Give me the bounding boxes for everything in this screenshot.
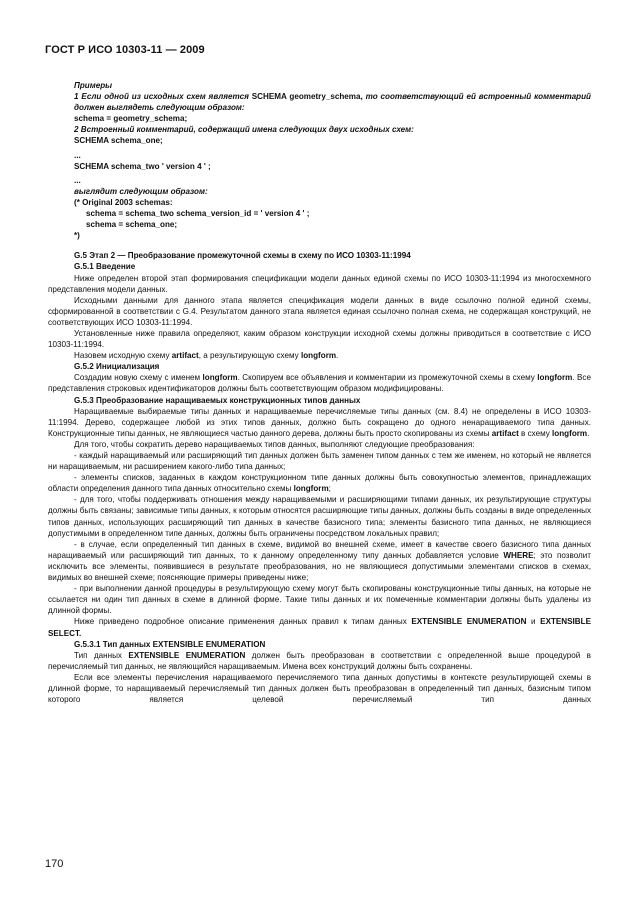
term: artifact <box>171 351 199 361</box>
term: EXTENSIBLE ENUMERATION <box>128 650 246 660</box>
text: - элементы списков, заданных в каждом конструкционном типе данных должны быть совокупностью элементов, принадлежащих области определения данного типа данных относительно схемы <box>48 473 591 494</box>
ellipsis: ... <box>74 175 81 185</box>
list-item: - каждый наращиваемый или расширяющий тип данных должен быть заменен типом данных с тем же именем, но который не является ни наращиваемым, ни расширением какого-либо типа данных; <box>48 451 591 472</box>
list-item <box>48 472 591 494</box>
section-g53-title: G.5.3 Преобразование наращиваемых конструкционных типов данных <box>74 395 361 405</box>
text: . <box>587 428 590 438</box>
term: EXTENSIBLE ENUMERATION <box>152 639 266 649</box>
section-g51-title: G.5.1 Введение <box>74 262 136 272</box>
example-2: 2 Встроенный комментарий, содержащий имена следующих двух исходных схем: <box>74 125 414 135</box>
example-1 <box>74 91 591 113</box>
text: , а результирующую схему <box>198 351 301 361</box>
example-1-code: schema = geometry_schema; <box>74 114 188 124</box>
list-item: - для того, чтобы поддерживать отношения между наращиваемыми и расширяющими типами данных, их результирующие структуры должны быть связаны; зависимые типы данных, к которым относятся расширяющие типы данных, должны быть созданы в виде определенных типов данных, использующих расширяющий тип данных в качестве базисного типа; элементы базисного типа данных, не являющиеся допустимыми в определенном типе данных, должны быть ограничены посредством локальных правил; <box>48 495 591 538</box>
term: longform <box>552 428 588 438</box>
document-body <box>48 80 591 705</box>
paragraph <box>48 406 591 439</box>
term: EXTENSIBLE ENUMERATION <box>411 617 527 627</box>
text: должен быть преобразован в соответствии с определенной выше процедурой в перечисляемый тип данных, не являющийся наращиваемым. Имена всех конструкций должны быть сохранены. <box>48 650 591 671</box>
code-comment-line: schema = schema_one; <box>86 220 178 230</box>
example-2-result: выглядит следующим образом: <box>74 186 208 196</box>
paragraph: Исходными данными для данного этапа является спецификация модели данных в виде ссылочно полной единой схемы, сформированной в соответствии с G.4. Результатом данного этапа является единая ссылочно полная схема, не содержащая конструкций, не соответствующих ИСО 10303-11:1994. <box>48 295 591 327</box>
section-g52-title: G.5.2 Инициализация <box>74 362 160 372</box>
text: . Скопируем все объявления и комментарии из промежуточной схемы в схему <box>237 373 538 383</box>
code-comment-line: schema = schema_two schema_version_id = ' version 4 ' ; <box>86 209 310 219</box>
paragraph: Установленные ниже правила определяют, каким образом конструкции исходной схемы должны приводиться в соответствие с ИСО 10303-11:1994. <box>48 328 591 350</box>
examples-title: Примеры <box>74 81 113 90</box>
ellipsis: ... <box>74 150 81 160</box>
section-g531-title <box>48 639 591 650</box>
term: longform <box>300 351 337 361</box>
example-1-pre: 1 Если одной из исходных схем является <box>74 92 252 102</box>
text: Тип данных <box>74 650 129 660</box>
text: Наращиваемые выбираемые типы данных и наращиваемые перечисляемые типы данных (см. 8.4) не определены в ИСО 10303-11:1994. Дерево, содержащее любой из этих типов данных, должно быть сокращено до одного ненаращиваемого типа данных. Конструкционные типы данных, не являющиеся частью данного дерева, должны быть просто скопированы из схемы <box>48 406 591 438</box>
text: . <box>336 351 339 361</box>
term: WHERE <box>503 550 534 560</box>
text: . Все представления строковых идентификаторов должны быть соответствующим образом модифицированы. <box>48 373 591 394</box>
code-comment-line: *) <box>74 231 80 241</box>
text: Ниже приведено подробное описание применения данных правил к типам данных <box>74 617 412 627</box>
text: Создадим новую схему с именем <box>74 373 203 383</box>
example-2-code-1: SCHEMA schema_one; <box>74 136 163 146</box>
text: G.5.3.1 Тип данных <box>74 639 153 649</box>
examples-block <box>48 80 591 241</box>
page-number: 170 <box>45 858 64 870</box>
paragraph: Ниже определен второй этап формирования спецификации модели данных единой схемы по ИСО 10303-11:1994 из многосхемного представления модели данных. <box>48 273 591 294</box>
text: ; это позволит исключить все элементы, появившиеся в результате преобразования, но не являющиеся допустимыми элементами списков в схемах, видимых во внешней схеме; поясняющие примеры приведены ниже; <box>48 550 591 583</box>
term: EXTENSIBLE SELECT. <box>48 617 591 638</box>
code-comment-line: (* Original 2003 schemas: <box>74 197 173 207</box>
term: longform <box>202 373 238 383</box>
text: ; <box>328 484 331 494</box>
text: в схему <box>518 428 553 438</box>
paragraph <box>48 616 591 638</box>
text: Назовем исходную схему <box>74 351 172 361</box>
example-2-code-2: SCHEMA schema_two ' version 4 ' ; <box>74 161 211 171</box>
page-header: ГОСТ Р ИСО 10303-11 — 2009 <box>45 44 205 56</box>
section-g5-title: G.5 Этап 2 — Преобразование промежуточной схемы в схему по ИСО 10303-11:1994 <box>74 251 411 261</box>
list-item: - при выполнении данной процедуры в результирующую схему могут быть скопированы конструкционные типы данных, на которые не ссылается ни один тип данных в схеме в длинной форме. Такие типы данных и их помеченные комментарии должны быть удалены из длинной формы. <box>48 584 591 616</box>
term: artifact <box>491 428 519 438</box>
example-1-schema: SCHEMA geometry_schema, <box>251 92 363 102</box>
paragraph: Для того, чтобы сократить дерево наращиваемых типов данных, выполняют следующие преобразования: <box>74 439 475 449</box>
text: - в случае, если определенный тип данных в схеме, видимой во внешней схеме, имеет в качестве своего базисного типа данных наращиваемый или расширяющий тип данных, то к данному определенному типу данных добавляется условие <box>48 539 591 560</box>
example-1-post: то соответствующий ей встроенный комментарий должен выглядеть следующим образом: <box>74 92 592 113</box>
paragraph <box>48 350 591 361</box>
paragraph <box>48 650 591 672</box>
term: longform <box>537 373 573 383</box>
text: и <box>526 617 541 627</box>
list-item <box>48 539 591 583</box>
paragraph: Если все элементы перечисления наращиваемого перечисляемого типа данных допустимы в контексте результирующей схемы в длинной форме, то наращиваемый перечисляемый тип данных должен быть преобразован в определенный тип данных, базисным типом которого является целевой перечисляемый тип данных <box>48 672 591 705</box>
paragraph <box>48 372 591 394</box>
term: longform <box>293 484 329 494</box>
